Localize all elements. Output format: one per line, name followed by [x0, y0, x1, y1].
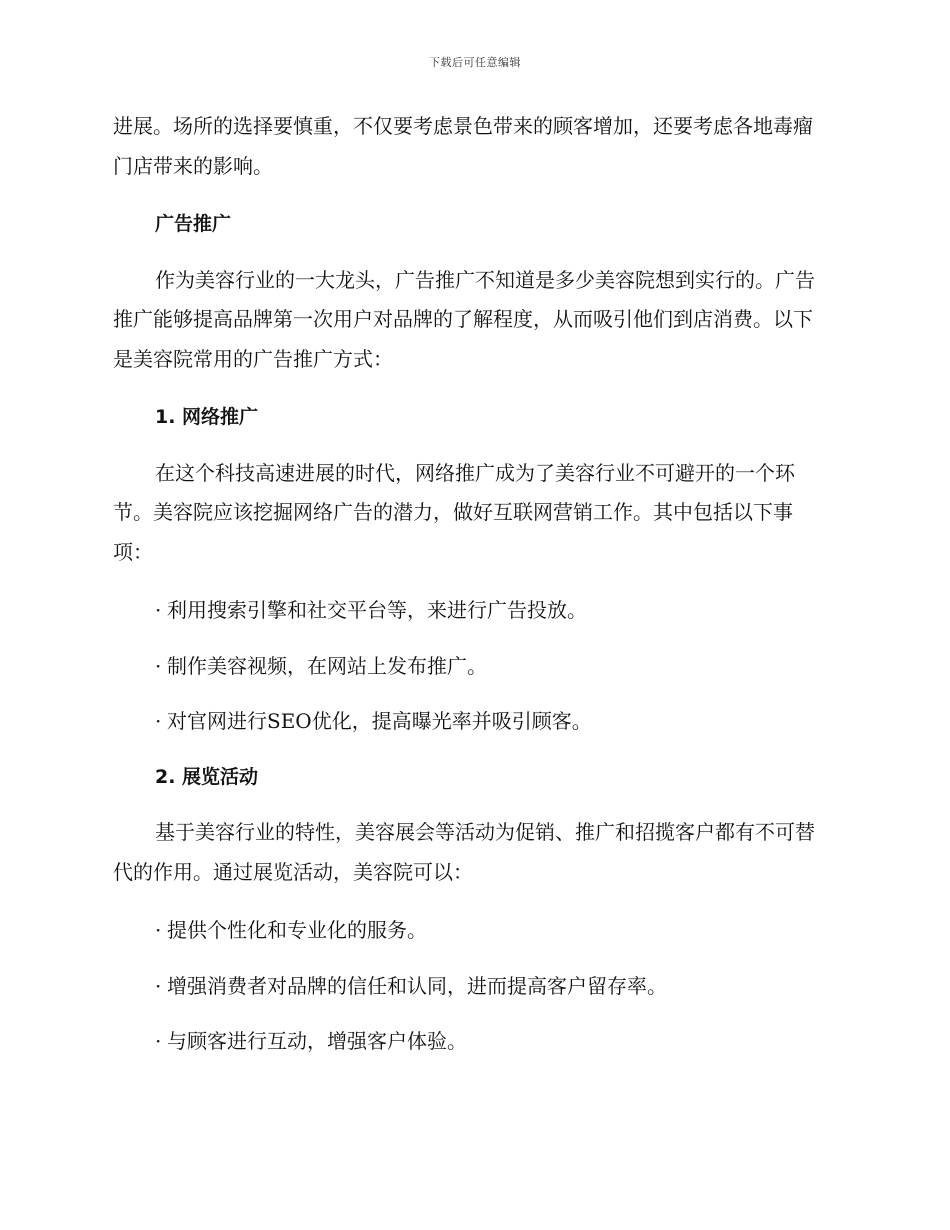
- page-header: 下载后可任意编辑: [429, 56, 521, 69]
- list-item: [113, 967, 831, 1007]
- list-item-text: 提供个性化和专业化的服务。: [167, 918, 427, 942]
- list-item: [113, 647, 831, 687]
- list-item: [113, 702, 831, 742]
- bullet-dot: ·: [155, 973, 162, 998]
- subsection-heading-online: 1. 网络推广: [155, 406, 259, 428]
- list-item-text: 与顾客进行互动，增强客户体验。: [167, 1029, 467, 1053]
- bullet-dot: ·: [155, 918, 162, 942]
- bullet-dot: ·: [155, 1029, 162, 1053]
- document-body: [113, 107, 831, 1078]
- list-item: [113, 1022, 831, 1062]
- list-item-text: 利用搜索引擎和社交平台等，来进行广告投放。: [167, 598, 587, 622]
- list-item-text: 增强消费者对品牌的信任和认同，进而提高客户留存率。: [167, 973, 667, 998]
- list-item-text: 对官网进行SEO优化，提高曝光率并吸引顾客。: [167, 709, 592, 733]
- paragraph-continuation: 进展。场所的选择要慎重，不仅要考虑景色带来的顾客增加，还要考虑各地毒瘤门店带来的影响。: [113, 114, 813, 178]
- bullet-dot: ·: [155, 653, 162, 678]
- bullet-dot: ·: [155, 709, 162, 733]
- list-item: [113, 591, 831, 631]
- list-item: [113, 911, 831, 951]
- bullet-dot: ·: [155, 598, 162, 622]
- section-heading-ads: 广告推广: [155, 213, 232, 235]
- paragraph-exhibition: 基于美容行业的特性，美容展会等活动为促销、推广和招揽客户都有不可替代的作用。通过展览活动，美容院可以：: [113, 820, 815, 884]
- paragraph-online: 在这个科技高速进展的时代，网络推广成为了美容行业不可避开的一个环节。美容院应该挖掘网络广告的潜力，做好互联网营销工作。其中包括以下事项：: [113, 460, 795, 564]
- subsection-heading-exhibition: 2. 展览活动: [155, 765, 259, 788]
- paragraph-ads-intro: 作为美容行业的一大龙头，广告推广不知道是多少美容院想到实行的。广告推广能够提高品牌第一次用户对品牌的了解程度，从而吸引他们到店消费。以下是美容院常用的广告推广方式：: [113, 267, 815, 371]
- list-item-text: 制作美容视频，在网站上发布推广。: [167, 653, 487, 678]
